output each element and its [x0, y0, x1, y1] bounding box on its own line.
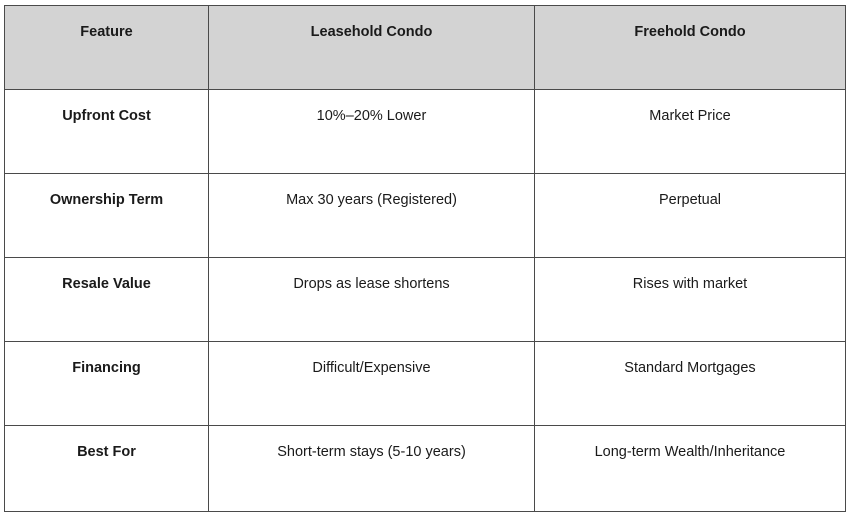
leasehold-cell: 10%–20% Lower — [209, 90, 535, 174]
header-feature: Feature — [5, 6, 209, 90]
freehold-cell: Market Price — [535, 90, 846, 174]
header-freehold-condo: Freehold Condo — [535, 6, 846, 90]
freehold-cell: Rises with market — [535, 258, 846, 342]
row-feature-label: Best For — [5, 426, 209, 512]
freehold-cell: Long-term Wealth/Inheritance — [535, 426, 846, 512]
header-row — [5, 6, 846, 90]
row-feature-label: Financing — [5, 342, 209, 426]
row-feature-label: Ownership Term — [5, 174, 209, 258]
table-row — [5, 174, 846, 258]
leasehold-cell: Short-term stays (5-10 years) — [209, 426, 535, 512]
table-row — [5, 342, 846, 426]
table-row — [5, 426, 846, 512]
comparison-table — [4, 5, 846, 512]
table-row — [5, 258, 846, 342]
leasehold-cell: Drops as lease shortens — [209, 258, 535, 342]
leasehold-cell: Max 30 years (Registered) — [209, 174, 535, 258]
table-body — [5, 90, 846, 512]
leasehold-cell: Difficult/Expensive — [209, 342, 535, 426]
table-header — [5, 6, 846, 90]
header-leasehold-condo: Leasehold Condo — [209, 6, 535, 90]
row-feature-label: Resale Value — [5, 258, 209, 342]
row-feature-label: Upfront Cost — [5, 90, 209, 174]
freehold-cell: Standard Mortgages — [535, 342, 846, 426]
freehold-cell: Perpetual — [535, 174, 846, 258]
table-row — [5, 90, 846, 174]
